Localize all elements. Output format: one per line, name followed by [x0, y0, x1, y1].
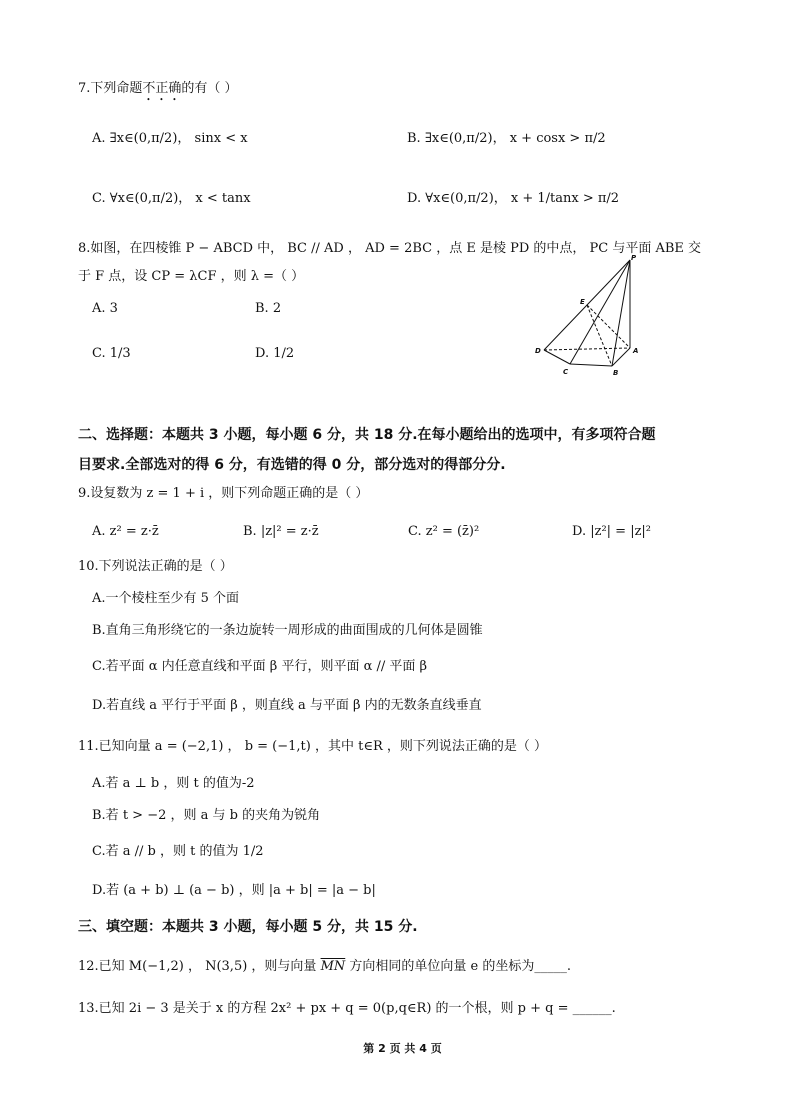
q10-option-d: D.若直线 a 平行于平面 β ，则直线 a 与平面 β 内的无数条直线垂直: [92, 698, 482, 713]
q12-stem: 12.已知 M(−1,2) ， N(3,5) ，则与向量 $\overline{MN}$ 方向相同的单位向量 e 的坐标为_____.: [78, 959, 571, 974]
q7-option-b: B. ∃x∈(0,π/2)， x + cosx > π/2: [407, 131, 606, 146]
vector-mn: $\overline{MN}$: [320, 959, 346, 974]
q7-option-d: D. ∀x∈(0,π/2)， x + 1/tanx > π/2: [407, 191, 620, 206]
q8-option-d: D. 1/2: [255, 346, 295, 361]
q7-stem: 7.下列命题不正确的有（ ）: [78, 81, 238, 96]
q8-option-c: C. 1/3: [92, 346, 131, 361]
section3-heading: 三、填空题：本题共 3 小题，每小题 5 分，共 15 分.: [78, 919, 418, 935]
label-e: E: [580, 298, 585, 306]
label-a: A: [633, 347, 639, 355]
q9-option-a: A. z² = z·z̄: [92, 524, 159, 539]
q9-option-d: D. |z²| = |z|²: [572, 524, 652, 539]
section2-line1: 二、选择题：本题共 3 小题，每小题 6 分，共 18 分.在每小题给出的选项中，有多项符合题: [78, 427, 656, 443]
edge-eb-hidden: [587, 305, 612, 366]
section2-line2: 目要求.全部选对的得 6 分，有选错的得 0 分，部分选对的得部分分.: [78, 457, 506, 473]
q8-option-a: A. 3: [92, 301, 118, 316]
q11-stem: 11.已知向量 a = (−2,1) ， b = (−1,t) ，其中 t∈R ，则下列说法正确的是（ ）: [78, 739, 547, 754]
label-p: P: [631, 254, 637, 262]
page-footer: 第 2 页 共 4 页: [363, 1042, 442, 1055]
label-d: D: [535, 347, 541, 355]
pyramid-figure: [530, 252, 650, 378]
q8-option-b: B. 2: [255, 301, 282, 316]
edge-cb: [570, 364, 612, 366]
q7-option-c: C. ∀x∈(0,π/2)， x < tanx: [92, 191, 251, 206]
edge-dc: [544, 350, 570, 364]
label-b: B: [613, 369, 619, 377]
q10-option-c: C.若平面 α 内任意直线和平面 β 平行，则平面 α // 平面 β: [92, 659, 428, 674]
q11-option-d: D.若 (a + b) ⊥ (a − b) ，则 |a + b| = |a − b|: [92, 883, 376, 898]
q9-option-b: B. |z|² = z·z̄: [243, 524, 319, 539]
q10-stem: 10.下列说法正确的是（ ）: [78, 559, 233, 574]
q9-option-c: C. z² = (z̄)²: [408, 524, 480, 539]
section2-heading: [78, 420, 728, 480]
edge-ea-hidden: [587, 305, 630, 348]
q10-option-b: B.直角三角形绕它的一条边旋转一周形成的曲面围成的几何体是圆锥: [92, 623, 483, 638]
q7-option-a: A. ∃x∈(0,π/2)， sinx < x: [92, 131, 248, 146]
q10-option-a: A.一个棱柱至少有 5 个面: [92, 591, 240, 606]
label-c: C: [563, 368, 569, 376]
q9-stem: 9.设复数为 z = 1 + i ，则下列命题正确的是（ ）: [78, 486, 369, 501]
q11-option-a: A.若 a ⊥ b ，则 t 的值为-2: [92, 776, 255, 791]
q8-stem-line1: 8.如图，在四棱锥 P − ABCD 中， BC // AD ， AD = 2BC ，点 E 是棱 PD 的中点， PC 与平面 ABE 交: [78, 241, 702, 256]
q8-stem-line2: 于 F 点，设 CP = λCF ，则 λ =（ ）: [78, 269, 305, 284]
q11-option-c: C.若 a // b ，则 t 的值为 1/2: [92, 844, 264, 859]
q11-option-b: B.若 t > −2 ，则 a 与 b 的夹角为锐角: [92, 808, 321, 823]
q13-stem: 13.已知 2i − 3 是关于 x 的方程 2x² + px + q = 0(p,q∈R) 的一个根，则 p + q = ______.: [78, 1001, 616, 1016]
edge-da-hidden: [544, 348, 630, 350]
